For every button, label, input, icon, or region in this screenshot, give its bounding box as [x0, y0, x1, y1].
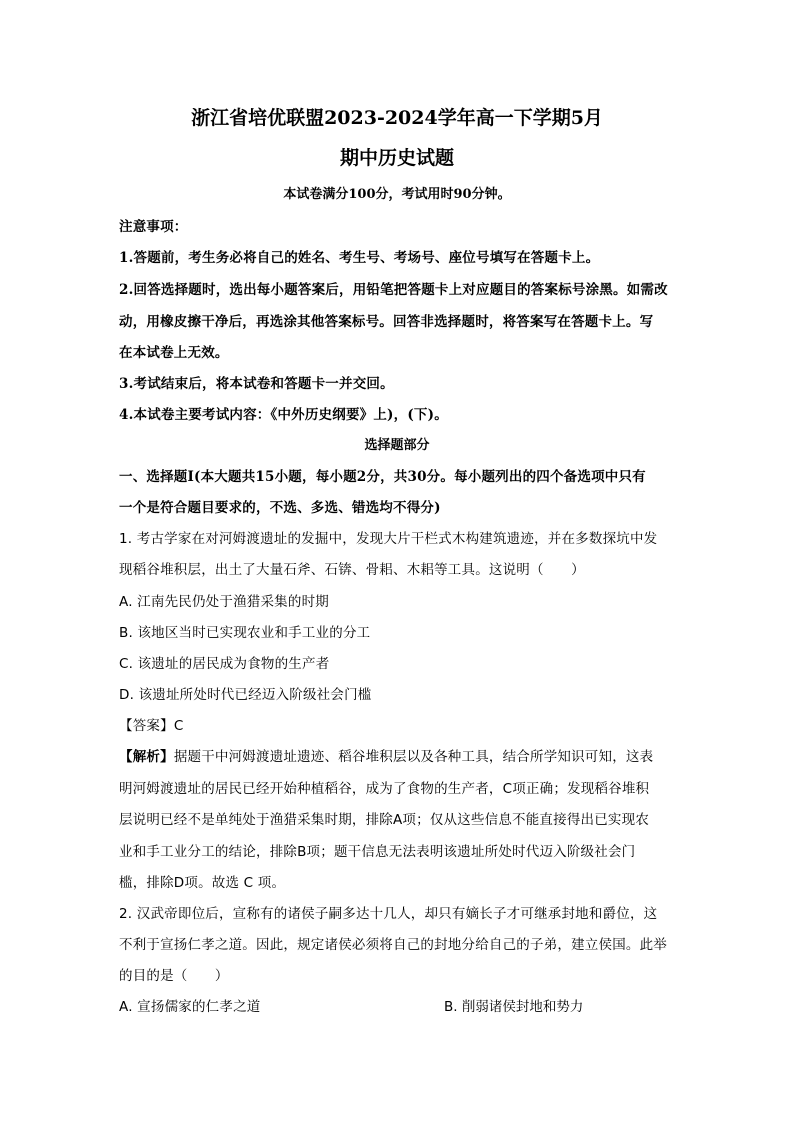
note-line: 动，用橡皮擦干净后，再选涂其他答案标号。回答非选择题时，将答案写在答题卡上。写 [119, 314, 654, 330]
exam-subtitle: 本试卷满分100分，考试用时90分钟。 [283, 187, 511, 202]
answer-value: C [173, 718, 184, 734]
note-line: 2.回答选择题时，选出每小题答案后，用铅笔把答题卡上对应题目的答案标号涂黑。如需改 [119, 282, 668, 298]
question-1-analysis-line: 层说明已经不是单纯处于渔猎采集时期，排除A项；仅从这些信息不能直接得出已实现农 [119, 812, 650, 828]
section-instruction-line: 一个是符合题目要求的，不选、多选、错选均不得分) [119, 500, 441, 516]
note-line: 1.答题前，考生务必将自己的姓名、考生号、考场号、座位号填写在答题卡上。 [119, 250, 600, 266]
notes-heading: 注意事项： [119, 219, 188, 235]
question-2-option-a: A. 宣扬儒家的仁孝之道 [119, 999, 261, 1015]
question-2-stem-line: 不利于宣扬仁孝之道。因此，规定诸侯必须将自己的封地分给自己的子弟，建立侯国。此举 [119, 937, 667, 953]
page-title: 浙江省培优联盟2023-2024学年高一下学期5月 [191, 107, 603, 129]
question-1-analysis-line: 明河姆渡遗址的居民已经开始种植稻谷，成为了食物的生产者，C项正确；发现稻谷堆积 [119, 781, 650, 797]
question-1-stem-line: 现稻谷堆积层，出土了大量石斧、石锛、骨耜、木耜等工具。这说明（ ） [119, 562, 585, 578]
note-line: 在本试卷上无效。 [119, 345, 229, 361]
question-1-option-d: D. 该遗址所处时代已经迈入阶级社会门槛 [119, 687, 372, 703]
note-line: 3.考试结束后，将本试卷和答题卡一并交回。 [119, 376, 394, 392]
analysis-text: 据题干中河姆渡遗址遗迹、稻谷堆积层以及各种工具，结合所学知识可知，这表 [173, 749, 654, 765]
question-1-option-a: A. 江南先民仍处于渔猎采集的时期 [119, 594, 329, 610]
answer-label: 【答案】 [119, 718, 174, 734]
question-1-stem-line: 1. 考古学家在对河姆渡遗址的发掘中，发现大片干栏式木构建筑遗迹，并在多数探坑中发 [119, 531, 658, 547]
analysis-label: 【解析】 [119, 749, 174, 765]
question-2-option-b: B. 削弱诸侯封地和势力 [444, 999, 584, 1015]
question-1-analysis-line [119, 748, 679, 766]
note-line: 4.本试卷主要考试内容：《中外历史纲要》上)，(下)。 [119, 407, 448, 423]
question-2-stem-line: 2. 汉武帝即位后，宣称有的诸侯子嗣多达十几人，却只有嫡长子才可继承封地和爵位，这 [119, 906, 658, 922]
section-heading: 选择题部分 [364, 438, 430, 453]
question-1-answer [119, 717, 679, 735]
section-instruction-line: 一、选择题Ⅰ(本大题共15小题，每小题2分，共30分。每小题列出的四个备选项中只有 [119, 469, 646, 485]
page-title-line-2: 期中历史试题 [339, 147, 454, 169]
question-1-option-c: C. 该遗址的居民成为食物的生产者 [119, 656, 330, 672]
question-2-stem-line: 的目的是（ ） [119, 968, 229, 984]
question-1-analysis-line: 槛，排除D项。故选 C 项。 [119, 875, 286, 891]
question-1-option-b: B. 该地区当时已实现农业和手工业的分工 [119, 625, 371, 641]
question-1-analysis-line: 业和手工业分工的结论，排除B项；题干信息无法表明该遗址所处时代迈入阶级社会门 [119, 844, 636, 860]
